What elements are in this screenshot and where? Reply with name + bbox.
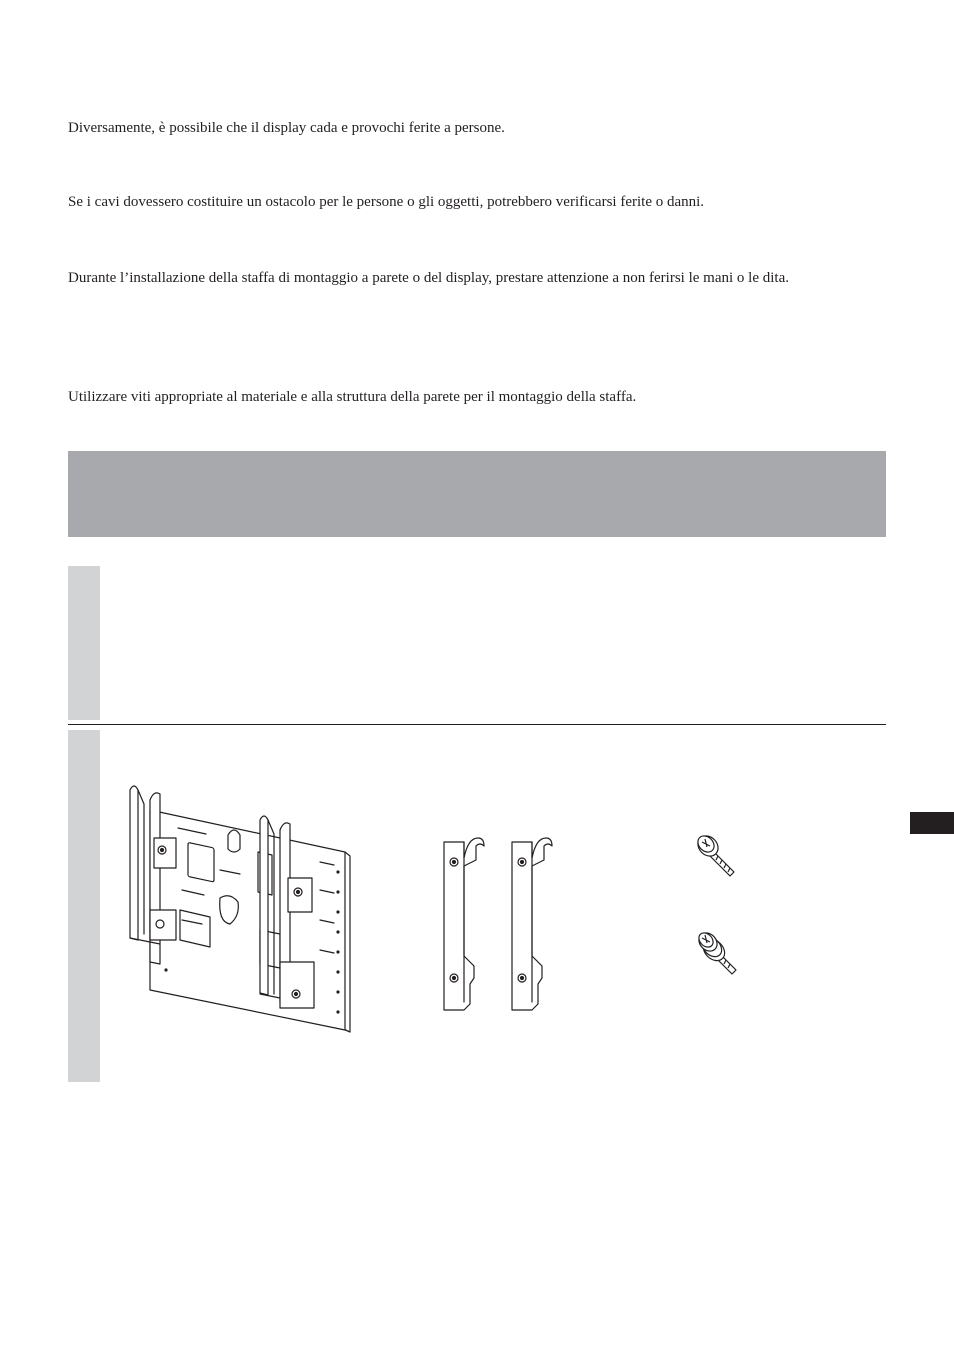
step-bar-1: [68, 566, 100, 720]
step-bar-2: [68, 730, 100, 1082]
hook-left: [444, 838, 484, 1010]
warning-text-fall: Diversamente, è possibile che il display cada e provochi ferite a persone.: [68, 120, 505, 136]
hook-right: [512, 838, 552, 1010]
wall-mount-bracket-illustration: [120, 780, 360, 1040]
caution-text-installation: Durante l’installazione della staffa di montaggio a parete o del display, prestare attenzione a non ferirsi le mani o le dita.: [68, 270, 789, 286]
warning-text-cables: Se i cavi dovessero costituire un ostacolo per le persone o gli oggetti, potrebbero verificarsi ferite o danni.: [68, 194, 705, 210]
step-divider: [68, 724, 886, 725]
note-text-screws: Utilizzare viti appropriate al materiale e alla struttura della parete per il montaggio della staffa.: [68, 389, 637, 405]
section-header-band: [68, 451, 886, 537]
screw-with-washer-illustration: [692, 926, 744, 978]
bracket-hooks-illustration: [436, 832, 566, 1012]
screw-illustration: [692, 830, 742, 882]
page-side-tab: [910, 812, 954, 834]
